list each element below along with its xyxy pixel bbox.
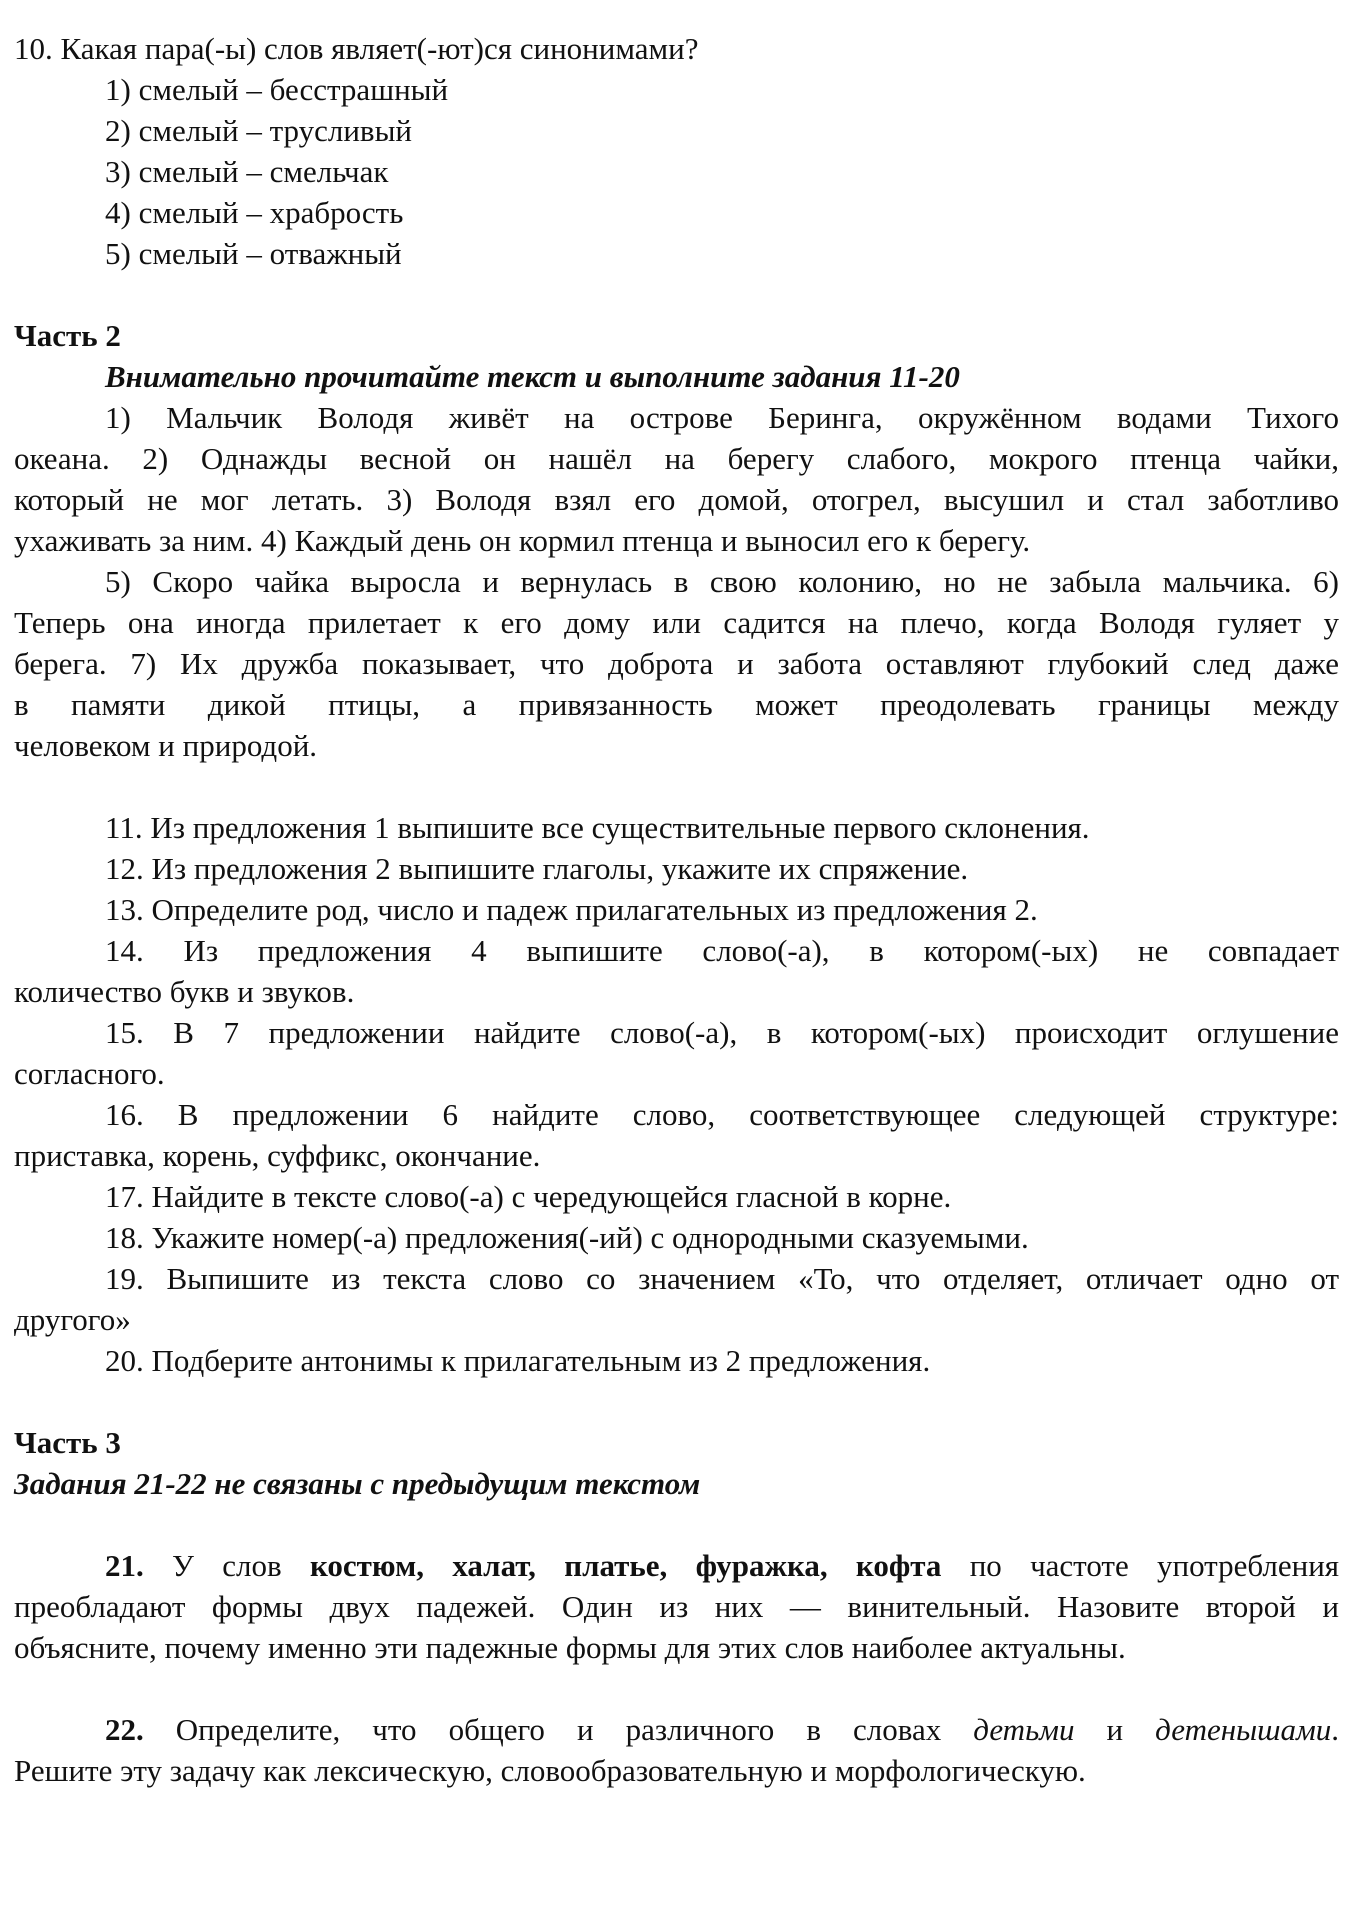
part-2-subtitle: Внимательно прочитайте текст и выполните задания 11-20: [105, 359, 960, 394]
question-10-option-5: 5) смелый – отважный: [105, 236, 402, 271]
task-22: [14, 1709, 1339, 1791]
task-22-line-2: Решите эту задачу как лексическую, словообразовательную и морфологическую.: [14, 1753, 1086, 1788]
task-22-text: Определите, что общего и различного в словах: [175, 1712, 942, 1747]
text-line: 1) Мальчик Володя живёт на острове Беринга, окружённом водами Тихого: [105, 400, 1339, 435]
task-19-line-1: 19. Выпишите из текста слово со значением «То, что отделяет, отличает одно от: [105, 1261, 1339, 1296]
question-10-text: 10. Какая пара(-ы) слов являет(-ют)ся синонимами?: [14, 31, 699, 66]
task-22-line-1: [14, 1709, 1339, 1750]
task-11: 11. Из предложения 1 выпишите все существительные первого склонения.: [105, 810, 1090, 845]
question-10-option-2: 2) смелый – трусливый: [105, 113, 412, 148]
task-16-line-1: 16. В предложении 6 найдите слово, соответствующее следующей структуре:: [105, 1097, 1339, 1132]
question-10-option-1: 1) смелый – бесстрашный: [105, 72, 449, 107]
spacer: [14, 1381, 1343, 1422]
text-line: человеком и природой.: [14, 728, 318, 763]
task-22-period: .: [1331, 1712, 1340, 1747]
task-21-text: по частоте употребления: [969, 1548, 1340, 1583]
part-3-title: Часть 3: [14, 1425, 121, 1460]
reading-text-paragraph-2: [14, 561, 1339, 766]
task-14-line-2: количество букв и звуков.: [14, 974, 355, 1009]
text-line: Теперь она иногда прилетает к его дому или садится на плечо, когда Володя гуляет у: [14, 605, 1339, 640]
task-14-line-1: 14. Из предложения 4 выпишите слово(-а), в котором(-ых) не совпадает: [105, 933, 1339, 968]
task-12: 12. Из предложения 2 выпишите глаголы, укажите их спряжение.: [105, 851, 969, 886]
task-19-line-2: другого»: [14, 1302, 131, 1337]
spacer: [14, 1668, 1339, 1709]
task-21-number: 21.: [105, 1548, 144, 1583]
question-10-option-3: 3) смелый – смельчак: [105, 154, 389, 189]
task-16-line-2: приставка, корень, суффикс, окончание.: [14, 1138, 541, 1173]
task-22-word-2: детенышами: [1155, 1712, 1332, 1747]
task-21-text: У слов: [172, 1548, 282, 1583]
text-line: берега. 7) Их дружба показывает, что доброта и забота оставляют глубокий след даже: [14, 646, 1339, 681]
task-15-line-2: согласного.: [14, 1056, 165, 1091]
part-3-subtitle: Задания 21-22 не связаны с предыдущим текстом: [14, 1466, 701, 1501]
task-13: 13. Определите род, число и падеж прилагательных из предложения 2.: [105, 892, 1038, 927]
task-21-line-2: преобладают формы двух падежей. Один из них — винительный. Назовите второй и: [14, 1589, 1339, 1624]
task-21-words: костюм, халат, платье, фуражка, кофта: [309, 1548, 942, 1583]
spacer: [14, 1504, 1339, 1545]
text-line: ухаживать за ним. 4) Каждый день он кормил птенца и выносил его к берегу.: [14, 523, 1031, 558]
task-22-number: 22.: [105, 1712, 144, 1747]
spacer: [14, 766, 1339, 807]
task-14: [14, 930, 1339, 1012]
text-line: 5) Скоро чайка выросла и вернулась в свою колонию, но не забыла мальчика. 6): [105, 564, 1339, 599]
task-19: [14, 1258, 1339, 1340]
task-15: [14, 1012, 1339, 1094]
part-2: [14, 315, 1339, 1381]
question-10: [14, 28, 1339, 274]
reading-text-paragraph-1: [14, 397, 1339, 561]
task-list: [14, 807, 1339, 1381]
part-3: [14, 1422, 1339, 1791]
question-10-option-4: 4) смелый – храбрость: [105, 195, 404, 230]
task-15-line-1: 15. В 7 предложении найдите слово(-а), в котором(-ых) происходит оглушение: [105, 1015, 1339, 1050]
task-18: 18. Укажите номер(-а) предложения(-ий) с однородными сказуемыми.: [105, 1220, 1029, 1255]
task-22-word-2-group: [1155, 1712, 1339, 1747]
task-22-text: и: [1106, 1712, 1124, 1747]
task-21: [14, 1545, 1339, 1668]
part-2-title: Часть 2: [14, 318, 121, 353]
text-line: который не мог летать. 3) Володя взял его домой, отогрел, высушил и стал заботливо: [14, 482, 1339, 517]
task-21-line-3: объясните, почему именно эти падежные формы для этих слов наиболее актуальны.: [14, 1630, 1126, 1665]
task-21-line-1: [14, 1545, 1339, 1586]
task-16: [14, 1094, 1339, 1176]
task-20: 20. Подберите антонимы к прилагательным из 2 предложения.: [105, 1343, 931, 1378]
task-22-word-1: детьми: [973, 1712, 1075, 1747]
text-line: в памяти дикой птицы, а привязанность может преодолевать границы между: [14, 687, 1339, 722]
spacer: [14, 274, 1343, 315]
text-line: океана. 2) Однажды весной он нашёл на берегу слабого, мокрого птенца чайки,: [14, 441, 1339, 476]
task-17: 17. Найдите в тексте слово(-а) с чередующейся гласной в корне.: [105, 1179, 952, 1214]
